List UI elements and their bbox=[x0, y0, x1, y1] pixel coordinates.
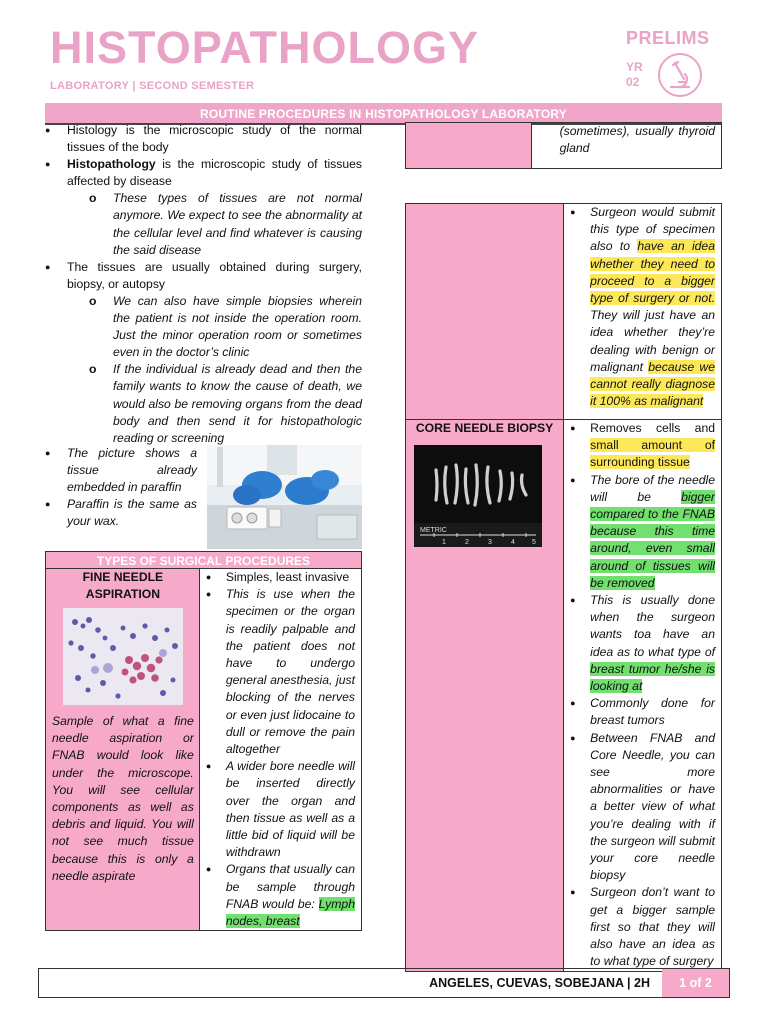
list-item: ● Surgeon don’t want to get a bigger sample first so that they will also have an idea as to what type of surgery bbox=[564, 884, 715, 970]
table-row bbox=[406, 204, 722, 420]
list-item: ● Simples, least invasive bbox=[200, 569, 355, 586]
fna-continued-cell bbox=[564, 204, 722, 420]
ruler-tick: 3 bbox=[488, 539, 492, 546]
microscope-icon bbox=[657, 52, 703, 98]
sub-list-item: o We can also have simple biopsies wherein the patient is not inside the operation room. Just the minor operation room or sometimes even in the doctor’s clinic bbox=[89, 293, 362, 361]
list-item: ● This is use when the specimen or the organ is readily palpable and the patient does not have to undergo general anesthesia, just blocking of the nerves or even just lidocaine to dull or remove the pain altogether bbox=[200, 586, 355, 758]
procedure-name: CORE NEEDLE BIOPSY bbox=[415, 421, 554, 435]
highlight: breast tumor he/she is looking at bbox=[590, 661, 715, 694]
page-number: 1 of 2 bbox=[662, 969, 729, 997]
table-row bbox=[406, 123, 722, 169]
list-item: ● The picture shows a tissue already embedded in paraffin bbox=[45, 445, 197, 496]
sub-list-item: o These types of tissues are not normal anymore. We expect to see the abnormality at the cellular level and find whatever is causing the said disease bbox=[89, 190, 362, 258]
ruler-label: METRIC bbox=[420, 527, 447, 534]
sub-list-item: o If the individual is already dead and then the family wants to know the cause of death, we would also be removing organs from the dead body and then send it for histopathologic reading or screening bbox=[89, 361, 362, 446]
paraffin-embedding-photo bbox=[207, 445, 362, 549]
fna-name-cell bbox=[46, 569, 200, 931]
types-table bbox=[45, 568, 362, 931]
section-banner: ROUTINE PROCEDURES IN HISTOPATHOLOGY LABORATORY bbox=[45, 103, 722, 123]
list-item: ● The bore of the needle will be bigger compared to the FNAB because this time around, even small around of tissues will be removed bbox=[564, 472, 715, 592]
list-item: ● A wider bore needle will be inserted directly over the organ and then tissue as well as a little bid of liquid will be withdrawn bbox=[200, 758, 355, 861]
paraffin-section bbox=[45, 445, 362, 551]
core-details-cell bbox=[564, 420, 722, 972]
procedures-table-continued bbox=[405, 203, 722, 972]
ruler-tick: 1 bbox=[442, 539, 446, 546]
page-title: HISTOPATHOLOGY bbox=[50, 22, 480, 73]
list-item: ● Histopathology is the microscopic study of tissues affected by disease o These types of tissues are not normal anymore. We expect to see the abnormality at the cellular level and find whatever is causing the said disease bbox=[45, 156, 362, 259]
table-row bbox=[406, 420, 722, 972]
highlight: small amount of surrounding tissue bbox=[590, 438, 715, 470]
list-item: ● The tissues are usually obtained during surgery, biopsy, or autopsy o We can also have simple biopsies wherein the patient is not inside the operation room. Just the minor operation room or sometimes even in the doctor’s clinic o If the individual is already dead and then the family wants to know the cause of death, we would also be removing organs from the dead body and then send it for histopathologic reading or screening bbox=[45, 259, 362, 447]
procedure-name: FINE NEEDLE ASPIRATION bbox=[82, 570, 164, 601]
highlight: because we cannot really diagnose it 100% as malignant bbox=[590, 359, 716, 409]
empty-name-cell bbox=[406, 123, 532, 169]
highlight: bigger compared to the FNAB because this time around, even small around of tissues will be removed bbox=[590, 489, 715, 590]
list-item: ● Surgeon would submit this type of specimen also to have an idea whether they need to proceed to a bigger type of surgery or not. They will just have an idea whether they’re dealing with benign or malignant because we cannot really diagnose it 100% as malignant bbox=[564, 204, 715, 410]
table-row bbox=[46, 569, 362, 931]
fna-micrograph bbox=[63, 608, 183, 705]
year-label-line2: 02 bbox=[626, 75, 640, 89]
list-item: ● Organs that usually can be sample through FNAB would be: Lymph nodes, breast bbox=[200, 861, 355, 930]
footer-authors: ANGELES, CUEVAS, SOBEJANA | 2H bbox=[429, 976, 650, 990]
core-needle-specimen-image bbox=[414, 445, 542, 547]
ruler-tick: 5 bbox=[532, 539, 536, 546]
list-item: ● Histology is the microscopic study of the normal tissues of the body bbox=[45, 122, 362, 156]
ruler-tick: 2 bbox=[465, 539, 469, 546]
highlight: have an idea whether they need to proceed to a bigger type of surgery or not. bbox=[590, 239, 715, 306]
types-table-header: TYPES OF SURGICAL PROCEDURES bbox=[45, 551, 362, 569]
list-item: ● Commonly done for breast tumors bbox=[564, 695, 715, 729]
empty-name-cell bbox=[406, 204, 564, 420]
fna-caption: Sample of what a fine needle aspiration or FNAB would look like under the microscope. You will see cellular components as well as debris and liquid. You will not see much tissue because this is only a needle aspirate bbox=[52, 714, 194, 883]
continued-cell: (sometimes), usually thyroid gland bbox=[531, 123, 721, 169]
list-item: ● Paraffin is the same as your wax. bbox=[45, 496, 197, 530]
intro-text bbox=[45, 122, 362, 447]
list-item: ● Removes cells and small amount of surrounding tissue bbox=[564, 420, 715, 472]
page-subtitle: LABORATORY | SECOND SEMESTER bbox=[50, 80, 255, 92]
core-name-cell bbox=[406, 420, 564, 972]
highlight: Lymph nodes, breast bbox=[225, 896, 355, 929]
ruler-tick: 4 bbox=[511, 539, 515, 546]
fna-details-cell bbox=[199, 569, 361, 931]
year-label bbox=[626, 60, 648, 90]
year-label-line1: YR bbox=[626, 60, 643, 74]
list-item: ● Between FNAB and Core Needle, you can see more abnormalities or have a better view of what you’re dealing with if the surgeon will submit your core needle biopsy bbox=[564, 730, 715, 885]
continued-table-top bbox=[405, 122, 722, 169]
prelims-label: PRELIMS bbox=[626, 28, 710, 48]
list-item: ● This is usually done when the surgeon wants toa have an idea as to what type of breast tumor he/she is looking at bbox=[564, 592, 715, 695]
